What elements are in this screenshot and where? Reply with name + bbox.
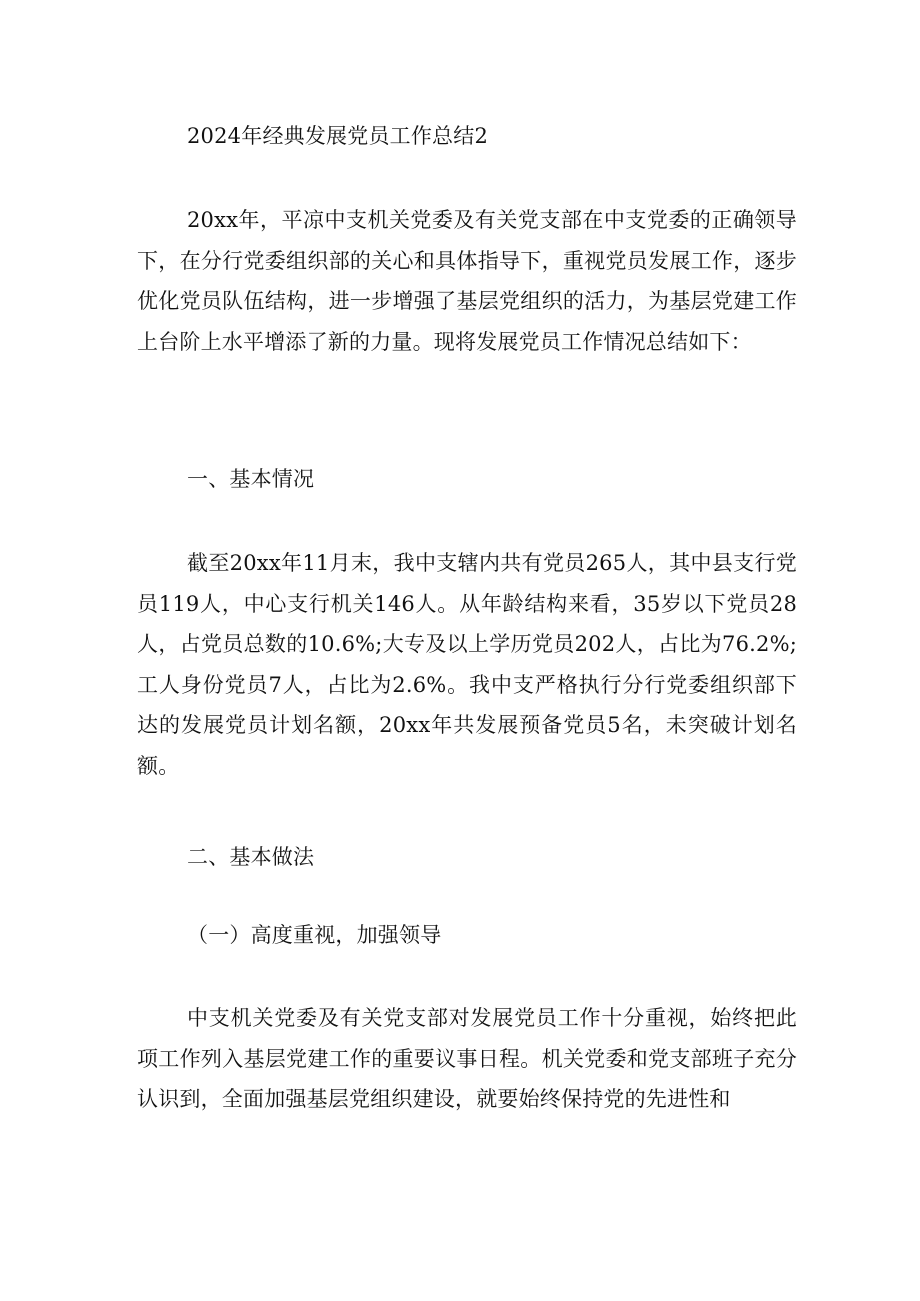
intro-paragraph: 20xx年，平凉中支机关党委及有关党支部在中支党委的正确领导下，在分行党委组织部的关心和具体指导下，重视党员发展工作，逐步优化党员队伍结构，进一步增强了基层党组织的活力，为基层党建工作上台阶上水平增添了新的力量。现将发展党员工作情况总结如下： <box>137 208 797 354</box>
subsection-heading-leadership: （一）高度重视，加强领导 <box>187 923 442 947</box>
basic-situation-paragraph: 截至20xx年11月末，我中支辖内共有党员265人，其中县支行党员119人，中心支行机关146人。从年龄结构来看，35岁以下党员28人，占党员总数的10.6%;大专及以上学历党员202人，占比为76.2%;工人身份党员7人，占比为2.6%。我中支严格执行分行党委组织部下达的发展党员计划名额，20xx年共发展预备党员5名，未突破计划名额。 <box>137 551 797 778</box>
section-heading-basic-situation: 一、基本情况 <box>187 467 315 491</box>
leadership-paragraph: 中支机关党委及有关党支部对发展党员工作十分重视，始终把此项工作列入基层党建工作的重要议事日程。机关党委和党支部班子充分认识到，全面加强基层党组织建设，就要始终保持党的先进性和 <box>137 1006 797 1111</box>
document-title: 2024年经典发展党员工作总结2 <box>187 124 489 148</box>
section-heading-basic-practices: 二、基本做法 <box>187 845 315 869</box>
